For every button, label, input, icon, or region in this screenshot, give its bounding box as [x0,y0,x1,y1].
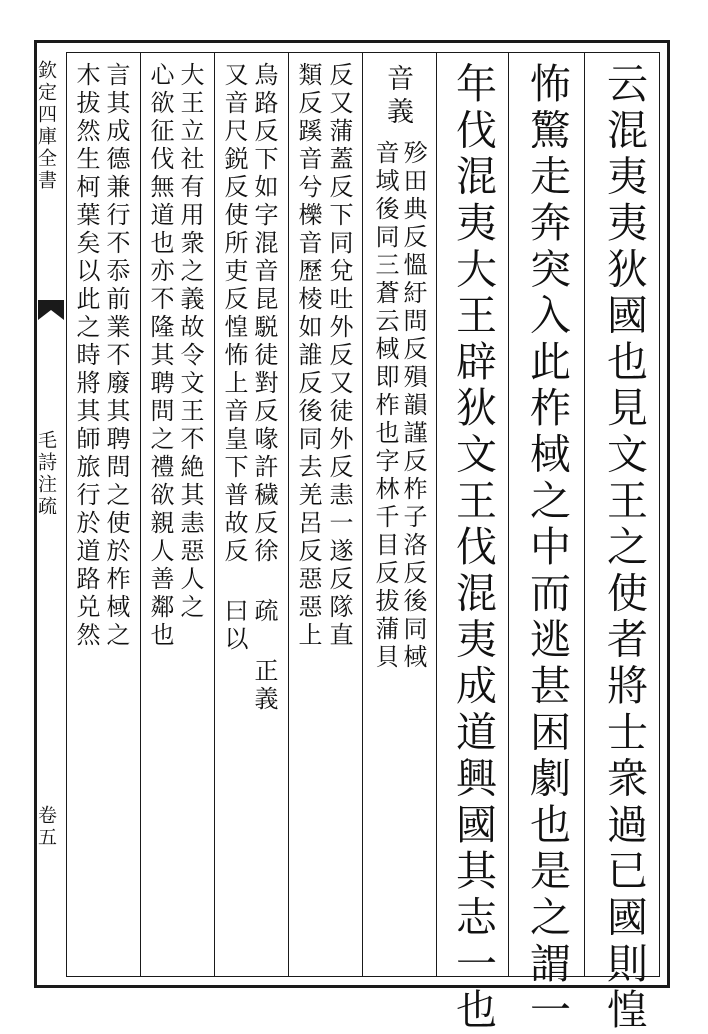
column-rule [436,52,437,977]
column-rule [214,52,215,977]
juan-number: 卷五 [35,805,57,849]
annotation-column-6a: 烏路反下如字混音昆駾徒對反喙許穢反徐 疏 正義 [250,62,278,714]
fishtail-mark [38,300,64,320]
annotation-column-4b: 音域後同三蒼云棫即柞也字林千目反拔蒲貝 [371,140,399,672]
annotation-column-7a: 大王立社有用衆之義故令文王不絶其恚惡人之 [176,62,204,622]
library-title: 欽定四庫全書 [35,60,57,192]
column-rule [508,52,509,977]
annotation-column-7b: 心欲征伐無道也亦不隆其聘問之禮欲親人善鄰也 [146,62,174,650]
annotation-column-4a: 殄田典反慍紆問反殞韻謹反柞子洛反後同棫 [399,140,427,672]
column-rule [288,52,289,977]
column-rule [140,52,141,977]
annotation-column-8b: 木拔然生柯葉矣以此之時將其師旅行於道路兑然 [72,62,100,650]
column-rule [362,52,363,977]
annotation-column-5a: 反又蒲蓋反下同兌吐外反又徒外反恚一遂反隊直 [325,62,353,650]
text-column-1: 云混夷夷狄國也見文王之使者將士衆過已國則惶 [600,62,648,1034]
column-rule [584,52,585,977]
text-column-3: 年伐混夷大王辟狄文王伐混夷成道興國其志一也 [449,62,497,1034]
annotation-column-5b: 類反蹊音兮櫟音歷棱如誰反後同去羌呂反惡惡上 [294,62,322,650]
annotation-column-6b: 又音尺鋭反使所吏反惶怖上音皇下普故反 曰以 [220,62,248,654]
annotation-column-8a: 言其成德兼行不忝前業不廢其聘問之使於柞棫之 [102,62,130,650]
book-title: 毛詩注疏 [35,430,57,518]
text-column-2: 怖驚走奔突入此柞棫之中而逃甚困劇也是之謂一 [523,62,571,1034]
yinyi-heading: 音義 [382,64,413,130]
